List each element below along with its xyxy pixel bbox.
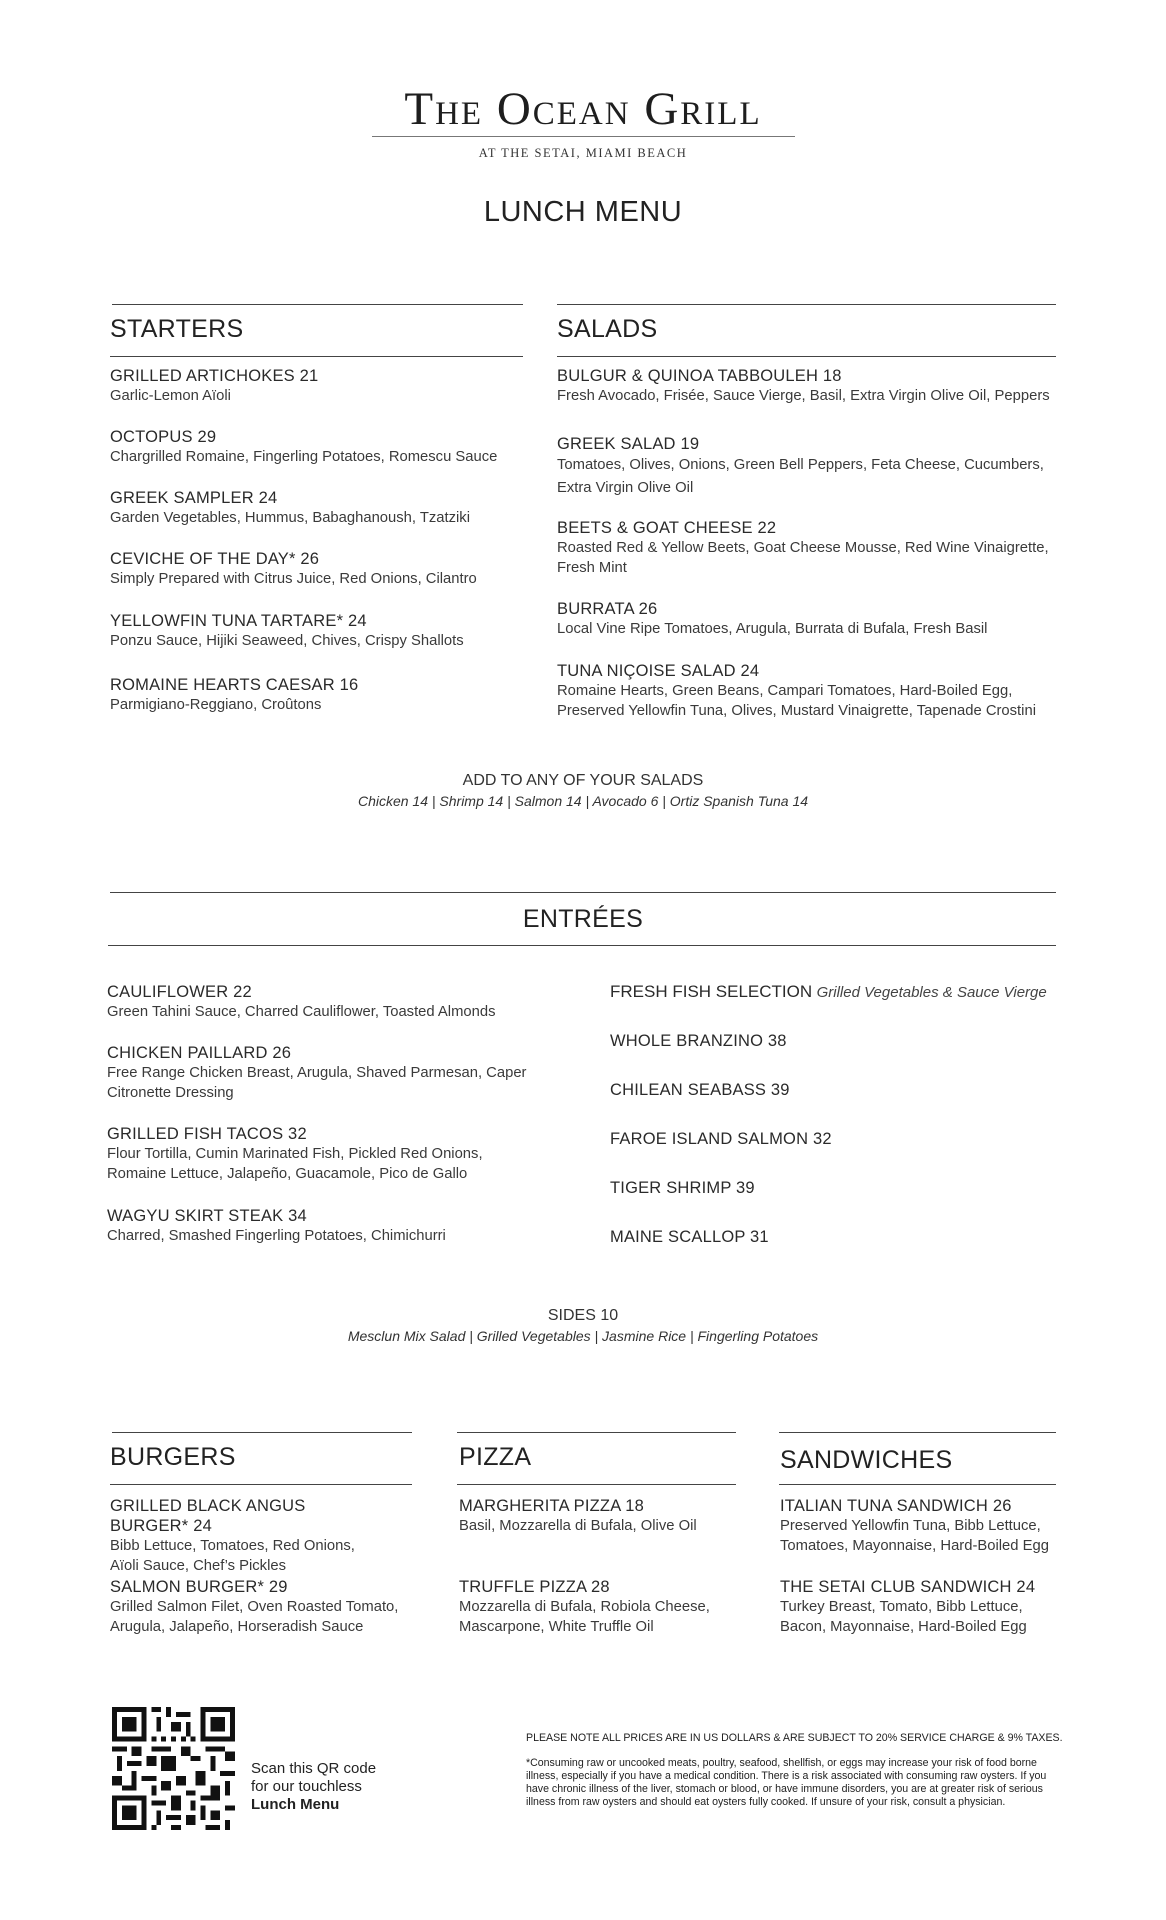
fresh-fish-selection — [610, 982, 1070, 1002]
restaurant-name: The Ocean Grill — [404, 83, 762, 135]
item-description: Roasted Red & Yellow Beets, Goat Cheese Mousse, Red Wine Vinaigrette, Fresh Mint — [557, 540, 1049, 576]
item-name: GRILLED BLACK ANGUS BURGER* 24 — [110, 1497, 306, 1535]
fish-item — [610, 1031, 787, 1051]
fish-selection-note: Grilled Vegetables & Sauce Vierge — [816, 984, 1047, 1001]
menu-item — [557, 599, 1062, 639]
item-description: Free Range Chicken Breast, Arugula, Shaved Parmesan, Caper Citronette Dressing — [107, 1065, 527, 1101]
title-divider — [372, 136, 795, 137]
entrees-heading: ENTRÉES — [522, 905, 644, 933]
item-name: TUNA NIÇOISE SALAD 24 — [557, 662, 760, 680]
item-name: ROMAINE HEARTS CAESAR 16 — [110, 676, 359, 694]
menu-item — [557, 518, 1062, 578]
menu-title: LUNCH MENU — [483, 196, 683, 228]
item-description: Bibb Lettuce, Tomatoes, Red Onions, Aïoli Sauce, Chef’s Pickles — [110, 1538, 355, 1574]
item-description: Grilled Salmon Filet, Oven Roasted Tomato, Arugula, Jalapeño, Horseradish Sauce — [110, 1599, 399, 1635]
item-name: MARGHERITA PIZZA 18 — [459, 1497, 645, 1515]
salads-heading: SALADS — [557, 315, 658, 343]
fish-item — [610, 1227, 769, 1247]
restaurant-location: AT THE SETAI, MIAMI BEACH — [478, 146, 688, 160]
fish-item — [610, 1129, 832, 1149]
menu-item — [107, 1124, 537, 1184]
item-name: WHOLE BRANZINO 38 — [610, 1032, 787, 1050]
item-description: Garden Vegetables, Hummus, Babaghanoush, Tzatziki — [110, 510, 470, 526]
qr-line-2: for our touchless — [251, 1778, 362, 1795]
item-name: MAINE SCALLOP 31 — [610, 1228, 769, 1246]
burgers-top-rule — [112, 1432, 412, 1433]
menu-item — [459, 1496, 734, 1536]
health-disclaimer: *Consuming raw or uncooked meats, poultry, seafood, shellfish, or eggs may increase your risk of food borne illness, especially if you have a medical condition. There is a risk associated with consuming raw oysters. If you have chronic illness of the liver, stomach or blood, or have immune disorders, you are at greater risk of serious illness from raw oysters and should eat oysters fully cooked. If unsure of your risk, consult a physician. — [526, 1757, 1047, 1808]
item-description: Romaine Hearts, Green Beans, Campari Tomatoes, Hard-Boiled Egg, Preserved Yellowfin Tuna, Olives, Mustard Vinaigrette, Tapenade Crostini — [557, 683, 1036, 719]
sandwiches-heading: SANDWICHES — [780, 1446, 953, 1474]
entrees-top-rule — [110, 892, 1056, 893]
menu-item — [110, 1496, 380, 1576]
item-name: OCTOPUS 29 — [110, 428, 217, 446]
item-description: Mozzarella di Bufala, Robiola Cheese, Mascarpone, White Truffle Oil — [459, 1599, 710, 1635]
item-name: BEETS & GOAT CHEESE 22 — [557, 519, 777, 537]
item-description: Local Vine Ripe Tomatoes, Arugula, Burrata di Bufala, Fresh Basil — [557, 621, 988, 637]
menu-item — [107, 982, 547, 1022]
item-name: WAGYU SKIRT STEAK 34 — [107, 1207, 307, 1225]
qr-code-icon[interactable] — [112, 1707, 235, 1830]
item-name: BULGUR & QUINOA TABBOULEH 18 — [557, 367, 842, 385]
item-name: BURRATA 26 — [557, 600, 658, 618]
pizza-heading: PIZZA — [459, 1443, 532, 1471]
menu-item — [110, 427, 530, 467]
burgers-heading: BURGERS — [110, 1443, 236, 1471]
item-name: TRUFFLE PIZZA 28 — [459, 1578, 610, 1596]
menu-item — [110, 488, 530, 528]
item-description: Chargrilled Romaine, Fingerling Potatoes, Romescu Sauce — [110, 449, 498, 465]
fish-selection-title: FRESH FISH SELECTION — [610, 982, 813, 1001]
menu-item — [110, 675, 530, 715]
item-name: SALMON BURGER* 29 — [110, 1578, 288, 1596]
item-name: CAULIFLOWER 22 — [107, 983, 252, 1001]
item-description: Simply Prepared with Citrus Juice, Red Onions, Cilantro — [110, 571, 477, 587]
menu-item — [557, 434, 1062, 500]
menu-item — [557, 661, 1062, 721]
item-name: CHICKEN PAILLARD 26 — [107, 1044, 292, 1062]
add-ons-list: Chicken 14 | Shrimp 14 | Salmon 14 | Avocado 6 | Ortiz Spanish Tuna 14 — [357, 793, 809, 809]
menu-item — [107, 1206, 547, 1246]
sandwiches-bottom-rule — [779, 1484, 1056, 1485]
sandwiches-top-rule — [779, 1432, 1056, 1433]
menu-item — [110, 549, 530, 589]
item-description: Tomatoes, Olives, Onions, Green Bell Peppers, Feta Cheese, Cucumbers, Extra Virgin Olive Oil — [557, 457, 1044, 496]
menu-item — [780, 1577, 1060, 1637]
pizza-top-rule — [457, 1432, 736, 1433]
item-name: THE SETAI CLUB SANDWICH 24 — [780, 1578, 1036, 1596]
item-name: CHILEAN SEABASS 39 — [610, 1081, 790, 1099]
sides-title: SIDES 10 — [547, 1307, 619, 1324]
item-description: Charred, Smashed Fingerling Potatoes, Chimichurri — [107, 1228, 446, 1244]
salads-top-rule — [557, 304, 1056, 305]
item-name: GREEK SALAD 19 — [557, 435, 700, 453]
menu-item — [459, 1577, 734, 1637]
menu-item — [107, 1043, 537, 1103]
item-description: Garlic-Lemon Aïoli — [110, 388, 231, 404]
menu-item — [110, 366, 530, 406]
qr-line-1: Scan this QR code — [251, 1760, 377, 1777]
item-description: Parmigiano-Reggiano, Croûtons — [110, 697, 322, 713]
item-name: YELLOWFIN TUNA TARTARE* 24 — [110, 612, 367, 630]
starters-top-rule — [112, 304, 523, 305]
item-name: TIGER SHRIMP 39 — [610, 1179, 755, 1197]
add-ons-title: ADD TO ANY OF YOUR SALADS — [462, 772, 704, 789]
sides-list: Mesclun Mix Salad | Grilled Vegetables | Jasmine Rice | Fingerling Potatoes — [347, 1328, 819, 1344]
entrees-bottom-rule — [108, 945, 1056, 946]
item-name: GRILLED ARTICHOKES 21 — [110, 367, 319, 385]
item-description: Flour Tortilla, Cumin Marinated Fish, Pickled Red Onions, Romaine Lettuce, Jalapeño, Guacamole, Pico de Gallo — [107, 1146, 483, 1182]
qr-instructions — [251, 1760, 376, 1814]
item-description: Preserved Yellowfin Tuna, Bibb Lettuce, Tomatoes, Mayonnaise, Hard-Boiled Egg — [780, 1518, 1049, 1554]
starters-heading: STARTERS — [110, 315, 244, 343]
menu-item — [110, 611, 530, 651]
menu-item — [110, 1577, 420, 1637]
salads-bottom-rule — [557, 356, 1056, 357]
item-name: FAROE ISLAND SALMON 32 — [610, 1130, 832, 1148]
item-description: Green Tahini Sauce, Charred Cauliflower, Toasted Almonds — [107, 1004, 496, 1020]
starters-bottom-rule — [110, 356, 523, 357]
fish-item — [610, 1080, 790, 1100]
item-name: GREEK SAMPLER 24 — [110, 489, 278, 507]
item-description: Basil, Mozzarella di Bufala, Olive Oil — [459, 1518, 697, 1534]
burgers-bottom-rule — [110, 1484, 412, 1485]
qr-line-3: Lunch Menu — [251, 1796, 340, 1813]
item-description: Fresh Avocado, Frisée, Sauce Vierge, Basil, Extra Virgin Olive Oil, Peppers — [557, 388, 1050, 404]
menu-item — [557, 366, 1062, 406]
fish-item — [610, 1178, 755, 1198]
item-name: ITALIAN TUNA SANDWICH 26 — [780, 1497, 1012, 1515]
pizza-bottom-rule — [457, 1484, 736, 1485]
item-name: CEVICHE OF THE DAY* 26 — [110, 550, 320, 568]
menu-item — [780, 1496, 1060, 1556]
item-name: GRILLED FISH TACOS 32 — [107, 1125, 307, 1143]
item-description: Turkey Breast, Tomato, Bibb Lettuce, Bacon, Mayonnaise, Hard-Boiled Egg — [780, 1599, 1027, 1635]
pricing-notice: PLEASE NOTE ALL PRICES ARE IN US DOLLARS & ARE SUBJECT TO 20% SERVICE CHARGE & 9% TAXES. — [526, 1732, 1063, 1744]
item-description: Ponzu Sauce, Hijiki Seaweed, Chives, Crispy Shallots — [110, 633, 464, 649]
